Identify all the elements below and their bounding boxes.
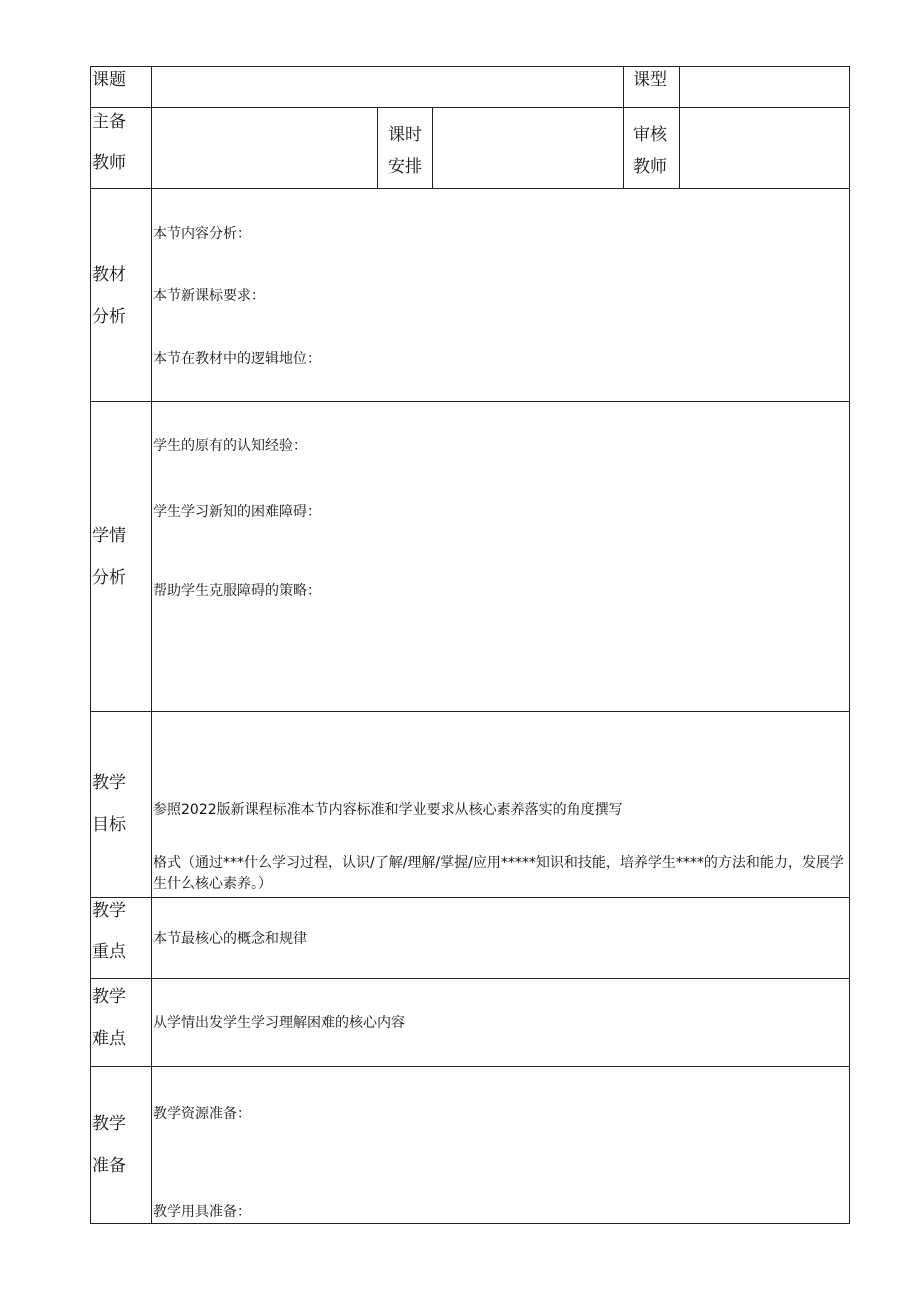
teaching-goals-format: 格式（通过***什么学习过程，认识/了解/理解/掌握/应用*****知识和技能，培养学生****的方法和能力，发展学生什么核心素养。） [153, 855, 844, 892]
prior-experience-prompt: 学生的原有的认知经验： [153, 438, 307, 454]
textbook-analysis-label: 分析 [92, 307, 126, 327]
lead-teacher-label: 主备 [92, 112, 126, 132]
resources-prompt: 教学资源准备： [153, 1106, 251, 1122]
textbook-analysis-label: 教材 [92, 265, 126, 285]
learner-analysis-label: 分析 [92, 568, 126, 588]
column-divider [377, 107, 378, 188]
tools-prompt: 教学用具准备： [153, 1204, 251, 1220]
row-divider [90, 1066, 850, 1067]
difficult-points-text: 从学情出发学生学习理解困难的核心内容 [153, 1015, 405, 1031]
row-divider [90, 897, 850, 898]
curriculum-requirements-prompt: 本节新课标要求： [153, 288, 265, 304]
lead-teacher-label: 教师 [92, 153, 126, 173]
column-divider [432, 107, 433, 188]
label-column-divider [151, 66, 152, 1224]
row-divider [90, 188, 850, 189]
row-divider [90, 107, 850, 108]
row-divider [90, 401, 850, 402]
reviewer-label: 教师 [633, 157, 667, 177]
key-points-text: 本节最核心的概念和规律 [153, 931, 307, 947]
difficulties-prompt: 学生学习新知的困难障碍： [153, 504, 321, 520]
difficult-points-label: 教学 [92, 987, 126, 1007]
column-divider [679, 66, 680, 188]
teaching-goals-label: 教学 [92, 773, 126, 793]
learner-analysis-label: 学情 [92, 526, 126, 546]
schedule-label: 课时 [388, 125, 422, 145]
key-points-label: 教学 [92, 901, 126, 921]
row-divider [90, 711, 850, 712]
reviewer-label: 审核 [633, 125, 667, 145]
lesson-type-label: 课型 [633, 70, 667, 90]
strategies-prompt: 帮助学生克服障碍的策略： [153, 583, 321, 599]
difficult-points-label: 难点 [92, 1029, 126, 1049]
teaching-goals-label: 目标 [92, 815, 126, 835]
preparation-label: 准备 [92, 1156, 126, 1176]
preparation-label: 教学 [92, 1114, 126, 1134]
teaching-goals-reference: 参照2022版新课程标准本节内容标准和学业要求从核心素养落实的角度撰写 [153, 802, 623, 818]
key-points-label: 重点 [92, 942, 126, 962]
subject-label: 课题 [92, 70, 126, 90]
row-divider [90, 978, 850, 979]
schedule-label: 安排 [388, 157, 422, 177]
column-divider [623, 66, 624, 188]
content-analysis-prompt: 本节内容分析： [153, 226, 251, 242]
logical-position-prompt: 本节在教材中的逻辑地位： [153, 351, 321, 367]
